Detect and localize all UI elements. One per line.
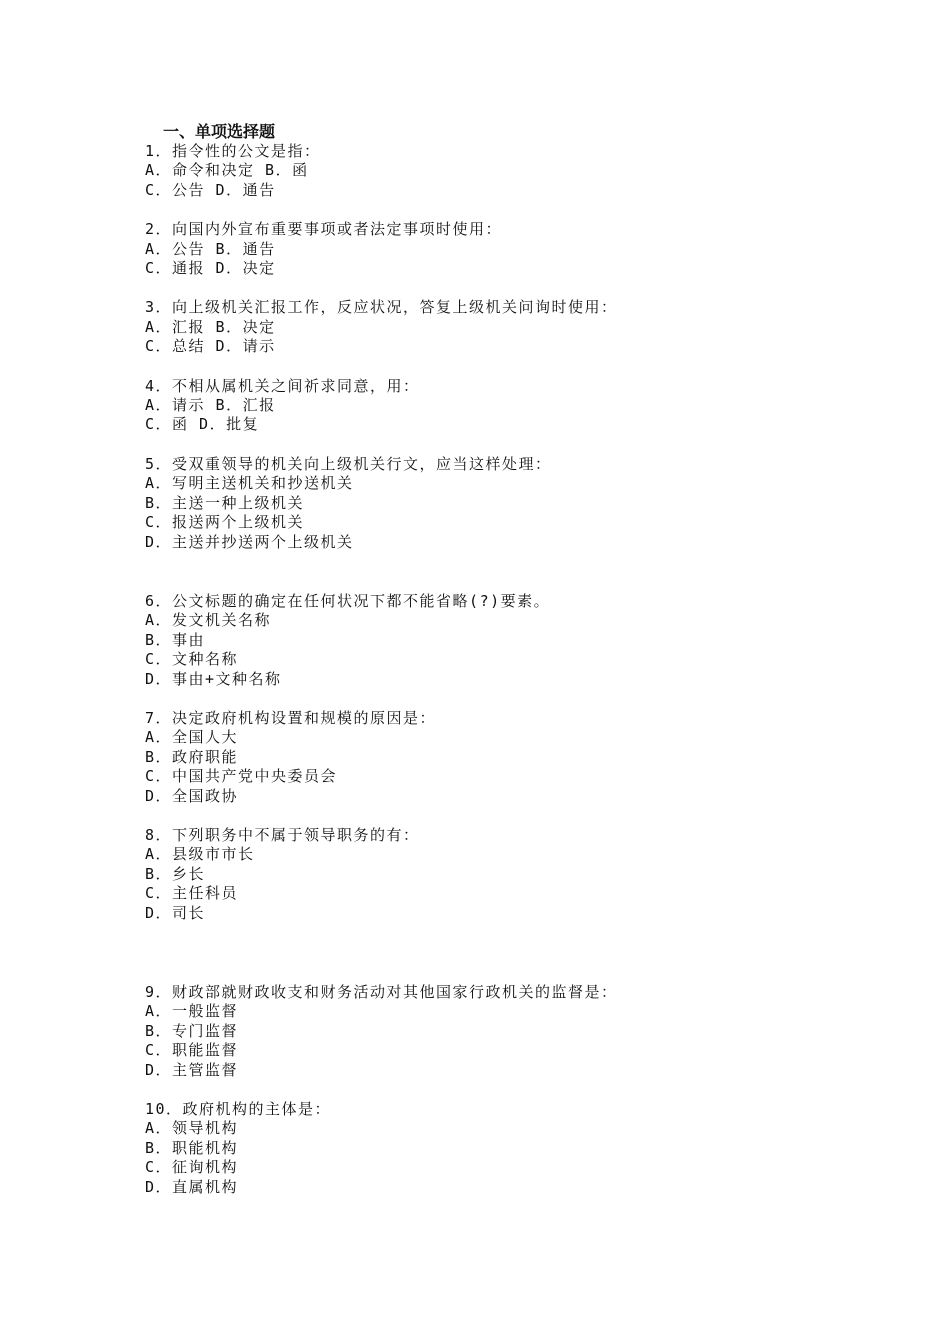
option-line: A．发文机关名称 (145, 611, 272, 630)
option-line: A．公告 B．通告 (145, 239, 276, 258)
option-line: C．总结 D．请示 (145, 337, 276, 356)
option-line: C．职能监督 (145, 1041, 239, 1060)
question-stem: 5．受双重领导的机关向上级机关行文，应当这样处理： (145, 454, 552, 473)
option-line: C．公告 D．通告 (145, 180, 276, 199)
question-7 (145, 709, 845, 806)
option-line: D．直属机构 (145, 1177, 239, 1196)
option-line: B．政府职能 (145, 747, 239, 766)
option-line: A．全国人大 (145, 728, 239, 747)
section-title: 一、单项选择题 (163, 122, 276, 141)
option-line: D．司长 (145, 903, 206, 922)
option-line: D．主管监督 (145, 1060, 239, 1079)
question-stem: 2．向国内外宣布重要事项或者法定事项时使用： (145, 220, 503, 239)
question-stem: 8．下列职务中不属于领导职务的有： (145, 825, 420, 844)
option-line: A．写明主送机关和抄送机关 (145, 474, 354, 493)
document-page (145, 122, 845, 1197)
option-line: C．文种名称 (145, 650, 239, 669)
option-line: A．命令和决定 B．函 (145, 161, 309, 180)
question-9 (145, 983, 845, 1080)
option-line: D．主送并抄送两个上级机关 (145, 532, 354, 551)
question-2 (145, 220, 845, 278)
question-8 (145, 826, 845, 923)
option-line: B．主送一种上级机关 (145, 493, 305, 512)
option-line: A．一般监督 (145, 1002, 239, 1021)
option-line: B．事由 (145, 630, 206, 649)
option-line: C．通报 D．决定 (145, 259, 276, 278)
question-stem: 9．财政部就财政收支和财务活动对其他国家行政机关的监督是： (145, 983, 618, 1001)
question-10 (145, 1100, 845, 1197)
option-line: A．请示 B．汇报 (145, 396, 276, 415)
option-line: D．全国政协 (145, 786, 239, 805)
option-line: C．主任科员 (145, 884, 239, 903)
option-line: C．函 D．批复 (145, 415, 260, 434)
question-6 (145, 592, 845, 689)
option-line: B．职能机构 (145, 1138, 239, 1157)
question-stem: 7．决定政府机构设置和规模的原因是： (145, 708, 437, 727)
question-stem: 1．指令性的公文是指： (145, 142, 321, 160)
option-line: C．报送两个上级机关 (145, 513, 305, 532)
option-line: A．领导机构 (145, 1119, 239, 1138)
question-stem: 3．向上级机关汇报工作，反应状况，答复上级机关问询时使用： (145, 298, 618, 317)
option-line: A．汇报 B．决定 (145, 317, 276, 336)
question-5 (145, 455, 845, 552)
option-line: C．征询机构 (145, 1158, 239, 1177)
question-stem: 10．政府机构的主体是： (145, 1100, 332, 1119)
option-line: B．乡长 (145, 864, 206, 883)
question-3 (145, 298, 845, 356)
question-4 (145, 377, 845, 435)
option-line: B．专门监督 (145, 1021, 239, 1040)
question-list (145, 142, 845, 1197)
option-line: D．事由+文种名称 (145, 669, 282, 688)
question-stem: 6．公文标题的确定在任何状况下都不能省略(?)要素。 (145, 591, 551, 610)
option-line: C．中国共产党中央委员会 (145, 767, 338, 786)
option-line: A．县级市市长 (145, 845, 255, 864)
question-stem: 4．不相从属机关之间祈求同意，用： (145, 376, 420, 395)
question-1 (145, 142, 845, 200)
